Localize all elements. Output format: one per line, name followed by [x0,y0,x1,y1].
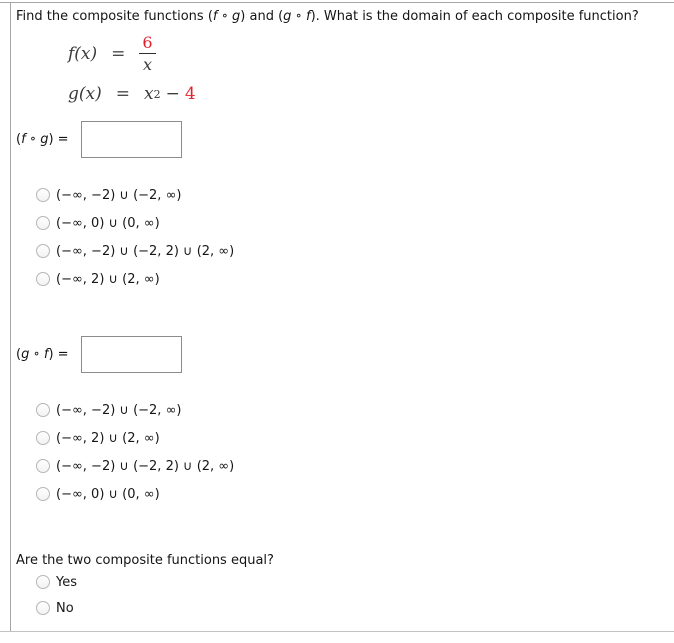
composition-symbol: ∘ [217,9,233,22]
option-label: (−∞, −2) ∪ (−2, ∞) [56,187,182,203]
bottom-divider [0,631,674,632]
g-base: x [143,84,154,104]
equality-question: Are the two composite functions equal? [16,553,274,568]
label-var-g: g [21,347,30,362]
label-var-f: f [21,132,26,147]
gof-label [16,347,69,362]
option-label: (−∞, 0) ∪ (0, ∞) [56,215,160,231]
radio-option-yes[interactable] [36,573,77,591]
function-g-definition [68,84,196,104]
top-divider [0,2,674,3]
radio-option[interactable] [36,209,234,237]
radio-button-icon[interactable] [36,459,50,473]
option-label: (−∞, −2) ∪ (−2, ∞) [56,402,182,418]
radio-button-icon[interactable] [36,487,50,501]
gof-options-group [36,396,234,508]
option-label: (−∞, −2) ∪ (−2, 2) ∪ (2, ∞) [56,243,235,259]
label-text: ) = [48,347,69,362]
radio-button-icon[interactable] [36,575,50,589]
radio-option[interactable] [36,452,234,480]
fog-answer-input[interactable] [81,121,182,158]
radio-option[interactable] [36,396,234,424]
title-text: ) and ( [240,9,284,24]
option-label: (−∞, 2) ∪ (2, ∞) [56,271,160,287]
equals-sign: = [115,84,130,104]
g-exponent: 2 [153,87,161,101]
radio-button-icon[interactable] [36,188,50,202]
title-var-g: g [232,9,241,24]
g-constant: 4 [184,84,196,104]
f-lhs: f(x) [68,43,98,64]
label-var-f: f [43,347,49,362]
fraction-numerator: 6 [139,33,155,54]
radio-option[interactable] [36,480,234,508]
option-label: Yes [56,574,77,590]
radio-button-icon[interactable] [36,272,50,286]
radio-option[interactable] [36,265,234,293]
radio-option-no[interactable] [36,599,74,617]
title-var-g: g [283,9,292,24]
radio-option[interactable] [36,181,234,209]
radio-button-icon[interactable] [36,216,50,230]
left-divider [10,2,11,631]
gof-answer-input[interactable] [81,336,182,373]
equals-sign: = [111,43,126,64]
title-var-f: f [305,9,311,24]
label-text: ( [16,132,22,147]
option-label: (−∞, 0) ∪ (0, ∞) [56,486,160,502]
question-title [16,9,664,24]
fog-label [16,132,69,147]
title-text: Find the composite functions ( [16,9,213,24]
function-f-definition [68,33,156,74]
title-text: ). What is the domain of each composite function? [310,9,639,24]
radio-button-icon[interactable] [36,601,50,615]
title-var-f: f [212,9,218,24]
option-label: (−∞, 2) ∪ (2, ∞) [56,430,160,446]
g-lhs: g(x) [68,84,102,104]
option-label: (−∞, −2) ∪ (−2, 2) ∪ (2, ∞) [56,458,235,474]
minus-sign: − [165,84,180,104]
label-var-g: g [40,132,49,147]
label-text: ( [16,347,22,362]
composition-symbol: ∘ [291,9,306,22]
radio-button-icon[interactable] [36,244,50,258]
radio-button-icon[interactable] [36,431,50,445]
option-label: No [56,600,74,616]
fog-options-group [36,181,234,293]
radio-option[interactable] [36,424,234,452]
composition-symbol: ∘ [25,132,41,145]
fraction [139,33,155,74]
composition-symbol: ∘ [29,347,44,360]
radio-button-icon[interactable] [36,403,50,417]
fraction-denominator: x [142,55,153,74]
label-text: ) = [48,132,69,147]
radio-option[interactable] [36,237,234,265]
